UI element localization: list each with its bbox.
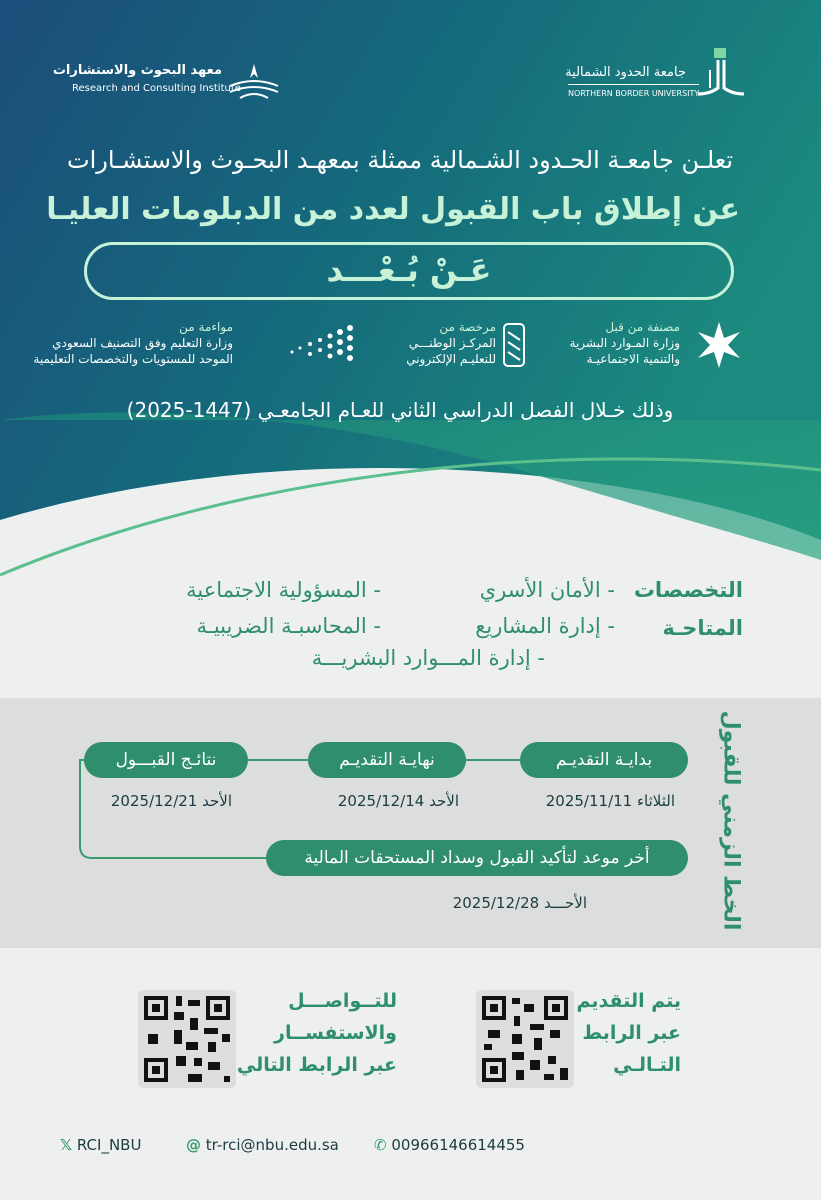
nbu-logo-subtitle: NORTHERN BORDER UNIVERSITY (568, 84, 699, 101)
remote-mode-label: عَـنْ بُـعْـــد (326, 251, 492, 289)
timeline-event-apply-end: نهايـة التقديـم (308, 742, 466, 778)
accreditation-hrsd-line1: وزارة المـوارد البشرية (569, 336, 680, 350)
timeline-date-apply-start: الثلاثاء 2025/11/11 (545, 792, 675, 810)
apply-qr-code[interactable] (476, 990, 574, 1088)
contact-link-text-1: للتــواصـــل (288, 990, 397, 1012)
contact-phone-value: 00966146614455 (391, 1136, 525, 1154)
timeline-event-results: نتائـج القبـــول (84, 742, 248, 778)
timeline-date-results: الأحد 2025/12/21 (110, 792, 232, 810)
contact-qr-pattern-icon (138, 990, 236, 1088)
apply-link-text-2: عبر الرابط (582, 1022, 681, 1044)
hrsd-star-icon (694, 320, 744, 370)
specialization-social-responsibility: - المسؤولية الاجتماعية (186, 578, 381, 602)
specialization-family-security: - الأمان الأسري (479, 578, 615, 602)
contact-email[interactable] (186, 1136, 339, 1154)
ncel-emblem-icon (502, 322, 526, 368)
nbu-logo (565, 44, 748, 104)
remote-mode-banner (84, 242, 734, 300)
contact-qr-code[interactable] (138, 990, 236, 1088)
accreditation-moe-caption: مواءمة من (179, 320, 233, 334)
timeline-vertical-title-text: الخط الزمني للقبول (718, 710, 744, 931)
rci-logo-subtitle: Research and Consulting Institute (72, 83, 241, 94)
accreditation-ncel-caption: مرخصة من (439, 320, 496, 334)
contact-email-value: tr-rci@nbu.edu.sa (205, 1136, 339, 1154)
timeline-event-apply-start: بدايـة التقديـم (520, 742, 688, 778)
timeline-event-confirmation-deadline: أخر موعد لتأكيد القبول وسداد المستحقات المالية (266, 840, 688, 876)
contact-link-text-3: عبر الرابط التالي (236, 1054, 397, 1076)
at-sign-icon: @ (186, 1136, 201, 1154)
timeline-date-apply-end: الأحد 2025/12/14 (337, 792, 459, 810)
announcement-line-1: تعلـن جامعـة الحـدود الشـمالية ممثلة بمعهـد البحـوث والاستشـارات (66, 146, 734, 174)
apply-link-text-3: التـالـي (613, 1054, 681, 1076)
moe-dots-icon (288, 322, 356, 366)
nbu-logo-title: جامعة الحدود الشمالية (565, 65, 686, 80)
contact-phone[interactable] (374, 1136, 525, 1154)
contact-x[interactable] (60, 1136, 141, 1154)
x-logo-icon: 𝕏 (60, 1136, 73, 1154)
timeline-vertical-title (706, 708, 756, 938)
accreditation-moe-line2: الموحد للمستويات والتخصصات التعليمية (33, 352, 233, 366)
accreditation-ncel-line1: المركـز الوطنـــي (408, 336, 496, 350)
rci-logo-title: معهد البحوث والاستشارات (52, 63, 222, 78)
accreditation-moe-line1: وزارة التعليم وفق التصنيف السعودي (52, 336, 233, 350)
announcement-line-2: عن إطلاق باب القبول لعدد من الدبلومات العليـا (46, 192, 740, 227)
accreditation-ncel (358, 320, 526, 370)
specializations-title-1: التخصصات (633, 578, 743, 602)
timeline-connectors (0, 698, 821, 948)
specialization-tax-accounting: - المحاسبـة الضريبيـة (196, 614, 381, 638)
rci-logo (52, 60, 284, 104)
whatsapp-icon: ✆ (374, 1136, 387, 1154)
specialization-project-management: - إدارة المشاريع (475, 614, 615, 638)
nbu-emblem-icon (688, 44, 746, 102)
contact-link-text-2: والاستفســار (274, 1022, 397, 1044)
accreditation-hrsd-caption: مصنفة من قبل (605, 320, 680, 334)
contact-x-value: RCI_NBU (76, 1136, 142, 1154)
semester-line: وذلك خـلال الفصل الدراسي الثاني للعـام الجامعـي (1447-2025) (126, 398, 674, 422)
apply-link-text-1: يتم التقديم (576, 990, 681, 1012)
accreditation-hrsd-line2: والتنمية الاجتماعيـة (586, 352, 680, 366)
timeline-date-confirmation-deadline: الأحـــد 2025/12/28 (452, 894, 587, 912)
book-icon (226, 60, 282, 104)
specializations-title-2: المتاحـة (662, 616, 743, 640)
accreditation-hrsd (569, 320, 744, 370)
accreditation-ncel-line2: للتعليـم الإلكتروني (406, 352, 496, 366)
specialization-hr-management: - إدارة المـــوارد البشريـــة (311, 646, 545, 670)
apply-qr-pattern-icon (476, 990, 574, 1088)
